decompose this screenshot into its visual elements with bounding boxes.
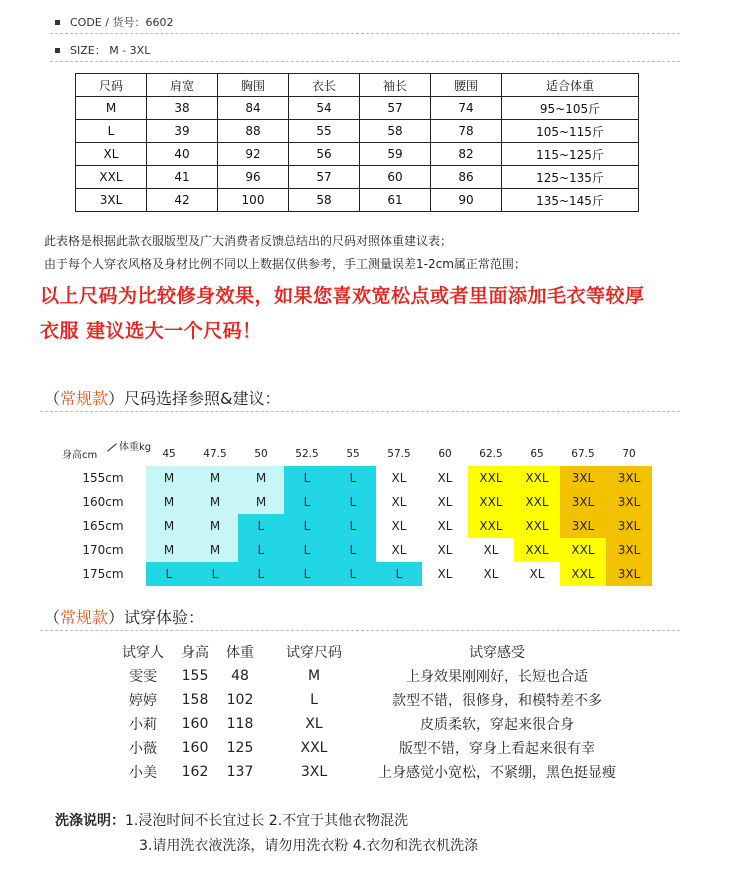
grid-cell: L bbox=[330, 562, 376, 586]
table-cell: 82 bbox=[431, 143, 502, 166]
diagonal-divider bbox=[107, 443, 117, 451]
grid-cell: M bbox=[146, 466, 192, 490]
table-cell: XL bbox=[305, 716, 323, 732]
weight-header: 52.5 bbox=[295, 448, 319, 460]
table-cell: M bbox=[307, 668, 321, 684]
grid-cell: L bbox=[284, 490, 330, 514]
weight-header: 67.5 bbox=[571, 448, 595, 460]
bullet-square-icon bbox=[55, 48, 60, 53]
header-cell: 袖长 bbox=[360, 74, 431, 97]
table-row bbox=[76, 189, 639, 212]
header-cell: 试穿感受 bbox=[469, 645, 525, 661]
table-cell: M bbox=[76, 97, 147, 120]
table-cell: 42 bbox=[147, 189, 218, 212]
weight-header: 65 bbox=[530, 448, 544, 460]
height-row-label: 160cm bbox=[82, 495, 124, 509]
wash-instructions bbox=[55, 810, 408, 830]
grid-cell: L bbox=[284, 466, 330, 490]
header-cell: 腰围 bbox=[431, 74, 502, 97]
grid-cell: XL bbox=[437, 543, 453, 557]
grid-cell: XXL bbox=[514, 490, 560, 514]
recommend-title: （常规款）尺码选择参照&建议： bbox=[44, 389, 281, 408]
grid-cell: M bbox=[146, 514, 192, 538]
grid-cell: 3XL bbox=[560, 514, 606, 538]
corner-weight-label: 体重kg bbox=[119, 442, 152, 453]
table-cell: 3XL bbox=[76, 189, 147, 212]
grid-corner-label bbox=[106, 438, 151, 453]
header-cell: 体重 bbox=[226, 645, 254, 661]
grid-cell: M bbox=[146, 490, 192, 514]
grid-cell: XL bbox=[483, 567, 499, 581]
grid-cell: XL bbox=[437, 519, 453, 533]
table-cell: 160 bbox=[181, 716, 209, 732]
note-line: 由于每个人穿衣风格及身材比例不同以上数据仅供参考，手工测量误差1-2cm属正常范围； bbox=[44, 257, 526, 271]
weight-header: 55 bbox=[346, 448, 360, 460]
table-row bbox=[110, 760, 632, 784]
table-cell: 88 bbox=[218, 120, 289, 143]
grid-cell: XL bbox=[437, 471, 453, 485]
table-cell: 105~115斤 bbox=[502, 120, 639, 143]
weight-header: 60 bbox=[438, 448, 452, 460]
trial-table bbox=[110, 640, 632, 784]
wash-label: 洗涤说明： bbox=[55, 813, 125, 829]
grid-cell: 3XL bbox=[606, 466, 652, 490]
table-cell: 86 bbox=[431, 166, 502, 189]
corner-height-label: 身高cm bbox=[62, 450, 98, 461]
table-cell: 55 bbox=[289, 120, 360, 143]
grid-corner-label bbox=[62, 446, 97, 461]
table-cell: 婷婷 bbox=[129, 693, 157, 709]
grid-cell: XL bbox=[391, 471, 407, 485]
table-row bbox=[110, 712, 632, 736]
table-cell: 小莉 bbox=[129, 717, 157, 733]
grid-cell: M bbox=[192, 490, 238, 514]
table-cell: 78 bbox=[431, 120, 502, 143]
table-cell: 58 bbox=[289, 189, 360, 212]
grid-cell: M bbox=[238, 466, 284, 490]
grid-cell: 3XL bbox=[606, 562, 652, 586]
grid-cell: M bbox=[146, 538, 192, 562]
table-cell: XXL bbox=[76, 166, 147, 189]
table-row bbox=[76, 97, 639, 120]
table-cell: 61 bbox=[360, 189, 431, 212]
table-cell: 38 bbox=[147, 97, 218, 120]
divider bbox=[40, 411, 680, 412]
header-cell: 肩宽 bbox=[147, 74, 218, 97]
grid-cell: L bbox=[238, 514, 284, 538]
table-row bbox=[110, 664, 632, 688]
grid-cell: M bbox=[192, 514, 238, 538]
grid-cell: L bbox=[284, 562, 330, 586]
size-label: SIZE： M - 3XL bbox=[70, 44, 151, 57]
grid-cell: L bbox=[330, 490, 376, 514]
header-cell: 试穿人 bbox=[122, 645, 164, 661]
weight-header: 62.5 bbox=[479, 448, 503, 460]
table-cell: 雯雯 bbox=[129, 669, 157, 685]
table-cell: 57 bbox=[360, 97, 431, 120]
grid-cell: L bbox=[376, 562, 422, 586]
table-cell: 40 bbox=[147, 143, 218, 166]
height-row-label: 165cm bbox=[82, 519, 124, 533]
grid-cell: M bbox=[192, 538, 238, 562]
grid-cell: L bbox=[330, 538, 376, 562]
table-cell: 95~105斤 bbox=[502, 97, 639, 120]
grid-cell: L bbox=[330, 466, 376, 490]
grid-cell: XL bbox=[391, 543, 407, 557]
weight-header: 50 bbox=[254, 448, 268, 460]
header-cell: 试穿尺码 bbox=[286, 645, 342, 661]
fit-warning: 衣服 建议选大一个尺码！ bbox=[40, 320, 262, 342]
grid-cell: L bbox=[284, 514, 330, 538]
table-row bbox=[76, 120, 639, 143]
table-cell: 160 bbox=[181, 740, 209, 756]
wash-line: 3.请用洗衣液洗涤，请勿用洗衣粉 4.衣勿和洗衣机洗涤 bbox=[139, 838, 479, 854]
product-code bbox=[55, 14, 173, 30]
table-cell: 96 bbox=[218, 166, 289, 189]
grid-cell: M bbox=[238, 490, 284, 514]
height-row-label: 175cm bbox=[82, 567, 124, 581]
divider bbox=[50, 33, 680, 34]
grid-cell: 3XL bbox=[606, 490, 652, 514]
trial-table-header bbox=[110, 640, 632, 664]
wash-line: 1.浸泡时间不长宜过长 2.不宜于其他衣物混洗 bbox=[125, 813, 409, 829]
table-cell: 上身感觉小宽松，不紧绷，黑色挺显瘦 bbox=[378, 765, 616, 781]
grid-cell: XXL bbox=[468, 514, 514, 538]
table-cell: 162 bbox=[181, 764, 209, 780]
grid-cell: XXL bbox=[560, 538, 606, 562]
grid-cell: XL bbox=[529, 567, 545, 581]
code-label: CODE / 货号：6602 bbox=[70, 16, 174, 29]
grid-cell: XXL bbox=[468, 466, 514, 490]
table-cell: 皮质柔软，穿起来很合身 bbox=[420, 717, 574, 733]
table-cell: 100 bbox=[218, 189, 289, 212]
table-cell: 39 bbox=[147, 120, 218, 143]
weight-header: 57.5 bbox=[387, 448, 411, 460]
table-cell: L bbox=[76, 120, 147, 143]
header-cell: 胸围 bbox=[218, 74, 289, 97]
table-cell: 上身效果刚刚好，长短也合适 bbox=[406, 669, 588, 685]
highlight-label: 常规款 bbox=[60, 389, 109, 408]
table-cell: 135~145斤 bbox=[502, 189, 639, 212]
grid-cell: L bbox=[146, 562, 192, 586]
grid-cell: L bbox=[238, 562, 284, 586]
grid-cell: XL bbox=[391, 519, 407, 533]
table-cell: 60 bbox=[360, 166, 431, 189]
table-cell: 102 bbox=[226, 692, 254, 708]
grid-cell: XL bbox=[437, 495, 453, 509]
table-cell: 84 bbox=[218, 97, 289, 120]
divider bbox=[50, 61, 680, 62]
table-cell: 款型不错，很修身，和模特差不多 bbox=[392, 693, 602, 709]
header-cell: 衣长 bbox=[289, 74, 360, 97]
weight-header: 47.5 bbox=[203, 448, 227, 460]
table-cell: 92 bbox=[218, 143, 289, 166]
size-recommendation-grid bbox=[60, 440, 660, 590]
grid-cell: 3XL bbox=[606, 514, 652, 538]
grid-cell: 3XL bbox=[560, 490, 606, 514]
table-cell: 小美 bbox=[129, 765, 157, 781]
table-cell: 48 bbox=[231, 668, 249, 684]
height-row-label: 155cm bbox=[82, 471, 124, 485]
note-line: 此表格是根据此款衣服版型及广大消费者反馈总结出的尺码对照体重建议表； bbox=[44, 234, 453, 248]
table-cell: 90 bbox=[431, 189, 502, 212]
header-cell: 适合体重 bbox=[502, 74, 639, 97]
grid-cell: L bbox=[238, 538, 284, 562]
product-size-range bbox=[55, 42, 150, 58]
table-row bbox=[110, 688, 632, 712]
grid-cell: XL bbox=[483, 543, 499, 557]
table-cell: XXL bbox=[300, 740, 328, 756]
grid-cell: 3XL bbox=[606, 538, 652, 562]
grid-cell: M bbox=[192, 466, 238, 490]
grid-cell: 3XL bbox=[560, 466, 606, 490]
table-cell: 57 bbox=[289, 166, 360, 189]
table-row bbox=[110, 736, 632, 760]
table-row bbox=[76, 166, 639, 189]
header-cell: 尺码 bbox=[76, 74, 147, 97]
grid-cell: XXL bbox=[514, 514, 560, 538]
grid-cell: XXL bbox=[560, 562, 606, 586]
table-cell: XL bbox=[76, 143, 147, 166]
table-cell: 41 bbox=[147, 166, 218, 189]
table-cell: 59 bbox=[360, 143, 431, 166]
table-cell: 155 bbox=[181, 668, 209, 684]
grid-cell: L bbox=[284, 538, 330, 562]
table-cell: 小薇 bbox=[129, 741, 157, 757]
trial-title: （常规款）试穿体验： bbox=[44, 608, 205, 627]
grid-cell: XXL bbox=[514, 466, 560, 490]
weight-header: 45 bbox=[162, 448, 176, 460]
fit-warning: 以上尺码为比较修身效果，如果您喜欢宽松点或者里面添加毛衣等较厚 bbox=[40, 285, 645, 307]
table-cell: 115~125斤 bbox=[502, 143, 639, 166]
table-cell: 3XL bbox=[300, 764, 328, 780]
table-cell: 125 bbox=[226, 740, 254, 756]
table-row bbox=[76, 143, 639, 166]
size-table-header bbox=[76, 74, 639, 97]
weight-header: 70 bbox=[622, 448, 636, 460]
table-cell: 版型不错，穿身上看起来很有幸 bbox=[399, 741, 595, 757]
highlight-label: 常规款 bbox=[60, 608, 109, 627]
table-cell: 58 bbox=[360, 120, 431, 143]
table-cell: 56 bbox=[289, 143, 360, 166]
table-cell: 54 bbox=[289, 97, 360, 120]
header-cell: 身高 bbox=[181, 645, 209, 661]
grid-cell: XL bbox=[437, 567, 453, 581]
grid-cell: L bbox=[330, 514, 376, 538]
table-cell: L bbox=[310, 692, 318, 708]
table-cell: 158 bbox=[181, 692, 209, 708]
height-row-label: 170cm bbox=[82, 543, 124, 557]
grid-cell: XXL bbox=[468, 490, 514, 514]
grid-cell: XXL bbox=[514, 538, 560, 562]
size-table bbox=[75, 73, 639, 212]
bullet-square-icon bbox=[55, 20, 60, 25]
table-cell: 125~135斤 bbox=[502, 166, 639, 189]
divider bbox=[40, 630, 680, 631]
table-cell: 74 bbox=[431, 97, 502, 120]
grid-cell: XL bbox=[391, 495, 407, 509]
table-cell: 137 bbox=[226, 764, 254, 780]
table-cell: 118 bbox=[226, 716, 254, 732]
grid-cell: L bbox=[192, 562, 238, 586]
